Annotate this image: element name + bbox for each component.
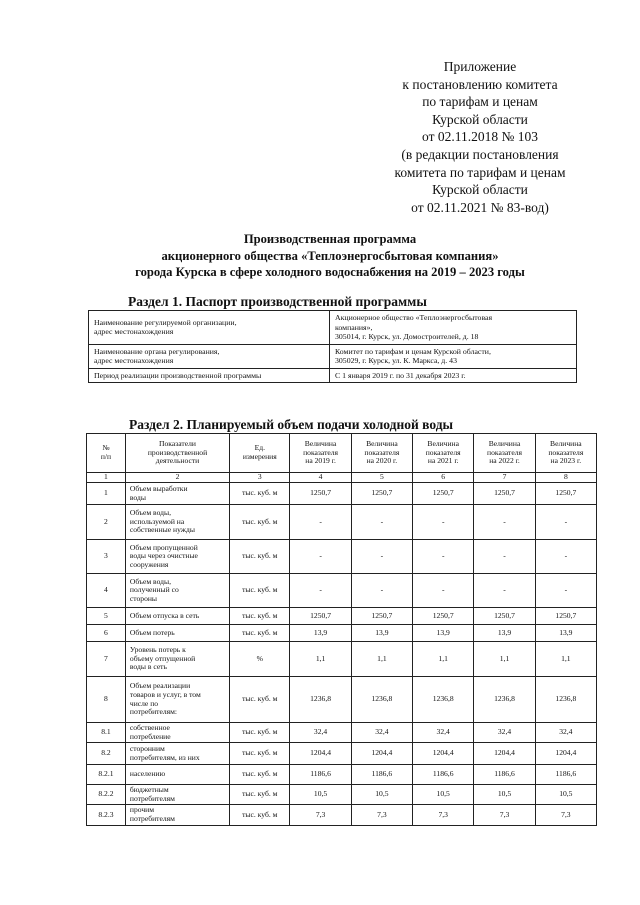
row-value: - [290, 540, 351, 574]
column-number-row [87, 473, 597, 483]
row-indicator-text: воды в сеть [129, 662, 167, 672]
row-number: 2 [87, 505, 126, 540]
passport-value-text: Комитет по тарифам и ценам Курской области, [335, 346, 491, 356]
row-value: 1236,8 [474, 677, 535, 723]
column-header-text: Величина [366, 439, 398, 449]
column-header-text: на 2023 г. [550, 456, 582, 466]
row-value: 1236,8 [535, 677, 596, 723]
row-number: 7 [87, 642, 126, 677]
column-number: 6 [413, 473, 474, 483]
row-number: 8.2.2 [87, 785, 126, 805]
column-header-text: на 2019 г. [305, 456, 336, 466]
title-line: города Курска в сфере холодного водоснабжения на 2019 – 2023 годы [135, 265, 525, 279]
appendix-line: от 02.11.2018 № 103 [422, 129, 538, 145]
row-value: - [351, 574, 412, 608]
row-value: - [474, 505, 535, 540]
row-indicator [125, 642, 229, 677]
column-header [290, 434, 351, 473]
row-unit: тыс. куб. м [230, 743, 290, 765]
column-header [413, 434, 474, 473]
passport-value-text: С 1 января 2019 г. по 31 декабря 2023 г. [335, 370, 466, 380]
row-value: 1186,6 [413, 765, 474, 785]
row-indicator [125, 625, 229, 642]
passport-table [88, 310, 577, 383]
row-indicator-text: объему отпущенной [129, 653, 196, 663]
column-header-text: показателя [425, 447, 461, 457]
row-indicator-text: воды [129, 492, 146, 502]
row-indicator-text: потребителям [129, 793, 175, 803]
passport-value [330, 344, 577, 368]
row-value: 1186,6 [474, 765, 535, 785]
row-value: - [474, 540, 535, 574]
row-number: 4 [87, 574, 126, 608]
table-row [87, 625, 597, 642]
row-indicator-text: Объем воды, [129, 508, 172, 518]
row-unit: тыс. куб. м [230, 625, 290, 642]
row-indicator [125, 608, 229, 625]
passport-label-text: адрес местонахождения [94, 327, 174, 337]
row-value: 1250,7 [290, 483, 351, 505]
passport-label-text: Наименование органа регулирования, [94, 346, 220, 356]
table-row [87, 723, 597, 743]
appendix-line: к постановлению комитета [402, 76, 558, 92]
row-value: 13,9 [290, 625, 351, 642]
column-header [87, 434, 126, 473]
row-indicator [125, 574, 229, 608]
row-indicator-text: бюджетным [129, 785, 169, 795]
row-unit: тыс. куб. м [230, 677, 290, 723]
row-value: 1,1 [535, 642, 596, 677]
row-value: - [474, 574, 535, 608]
row-value: 32,4 [535, 723, 596, 743]
row-value: - [351, 540, 412, 574]
table-row [87, 805, 597, 825]
row-unit: тыс. куб. м [230, 505, 290, 540]
passport-value [330, 368, 577, 383]
passport-row [89, 311, 577, 345]
column-header-text: деятельности [155, 456, 200, 466]
column-header-text: на 2020 г. [366, 456, 398, 466]
row-indicator [125, 785, 229, 805]
row-value: 1250,7 [413, 608, 474, 625]
row-value: - [535, 540, 596, 574]
column-header-text: на 2021 г. [427, 456, 459, 466]
row-value: - [535, 505, 596, 540]
row-value: 1250,7 [474, 483, 535, 505]
table-row [87, 505, 597, 540]
row-value: 32,4 [474, 723, 535, 743]
row-indicator-text: стороны [129, 593, 158, 603]
row-unit: тыс. куб. м [230, 574, 290, 608]
column-header [474, 434, 535, 473]
row-value: 7,3 [290, 805, 351, 825]
row-number: 8 [87, 677, 126, 723]
row-value: - [290, 574, 351, 608]
row-indicator-text: сторонним [129, 744, 165, 754]
row-indicator-text: Объем пропущенной [129, 542, 198, 552]
column-header-text: показателя [303, 447, 339, 457]
appendix-line: Курской области [432, 111, 528, 127]
row-value: 1204,4 [351, 743, 412, 765]
row-value: 1250,7 [474, 608, 535, 625]
row-value: 7,3 [351, 805, 412, 825]
row-indicator [125, 540, 229, 574]
appendix-line: от 02.11.2021 № 83-вод) [411, 199, 549, 215]
row-indicator-text: Объем потерь [129, 627, 175, 637]
column-header-text: п/п [100, 452, 112, 461]
row-indicator-text: потребителям, из них [129, 752, 200, 762]
row-indicator-text: Объем выработки [129, 483, 188, 493]
title-line: Производственная программа [243, 232, 417, 246]
row-value: 1186,6 [535, 765, 596, 785]
row-value: 1204,4 [290, 743, 351, 765]
row-value: 1204,4 [474, 743, 535, 765]
row-number: 6 [87, 625, 126, 642]
row-unit: тыс. куб. м [230, 608, 290, 625]
row-value: 10,5 [535, 785, 596, 805]
passport-row [89, 368, 577, 383]
passport-value [330, 311, 577, 345]
column-header-text: показателя [487, 447, 522, 457]
appendix-line: Курской области [432, 182, 528, 198]
table-row [87, 483, 597, 505]
row-value: - [413, 505, 474, 540]
row-value: 1186,6 [351, 765, 412, 785]
row-number: 3 [87, 540, 126, 574]
row-value: 1,1 [290, 642, 351, 677]
column-number: 1 [87, 473, 126, 483]
table-row [87, 540, 597, 574]
column-number: 2 [125, 473, 229, 483]
row-indicator-text: потребление [129, 731, 171, 741]
row-unit: тыс. куб. м [230, 540, 290, 574]
water-volume-table [86, 433, 597, 826]
appendix-note [360, 58, 600, 216]
row-number: 5 [87, 608, 126, 625]
passport-value-text: Акционерное общество «Теплоэнергосбытовая [335, 313, 493, 322]
row-unit: тыс. куб. м [230, 805, 290, 825]
row-value: 10,5 [474, 785, 535, 805]
row-value: 7,3 [413, 805, 474, 825]
row-value: 1186,6 [290, 765, 351, 785]
row-value: - [535, 574, 596, 608]
row-value: 10,5 [413, 785, 474, 805]
column-header-text: производственной [147, 447, 208, 457]
column-number: 5 [351, 473, 412, 483]
row-indicator-text: воды через очистные [129, 551, 198, 561]
row-value: 1236,8 [413, 677, 474, 723]
row-value: 1250,7 [535, 483, 596, 505]
row-unit: тыс. куб. м [230, 483, 290, 505]
row-indicator-text: прочим [129, 805, 155, 815]
table-row [87, 765, 597, 785]
row-value: - [290, 505, 351, 540]
row-number: 8.2.3 [87, 805, 126, 825]
row-indicator-text: собственные нужды [129, 525, 195, 535]
row-value: 1236,8 [290, 677, 351, 723]
row-number: 1 [87, 483, 126, 505]
row-value: 1236,8 [351, 677, 412, 723]
row-value: 1250,7 [290, 608, 351, 625]
row-value: 1204,4 [535, 743, 596, 765]
title-line: акционерного общества «Теплоэнергосбытовая компания» [161, 248, 499, 263]
column-header-text: на 2022 г. [489, 456, 520, 466]
passport-label [89, 311, 330, 345]
passport-label [89, 344, 330, 368]
row-indicator [125, 765, 229, 785]
row-value: 13,9 [351, 625, 412, 642]
row-number: 8.1 [87, 723, 126, 743]
row-value: 1250,7 [351, 608, 412, 625]
section1-title: Раздел 1. Паспорт производственной программы [128, 294, 427, 309]
column-header-text: показателя [548, 447, 584, 457]
row-value: 13,9 [413, 625, 474, 642]
row-value: - [413, 574, 474, 608]
passport-row [89, 344, 577, 368]
row-indicator-text: Объем реализации [129, 681, 191, 691]
column-header-text: показателя [364, 447, 400, 457]
table-header-row [87, 434, 597, 473]
appendix-line: Приложение [443, 59, 517, 74]
column-header-text: Величина [550, 439, 582, 449]
row-value: - [351, 505, 412, 540]
column-header-text: № [102, 443, 110, 453]
row-indicator-text: Объем отпуска в сеть [129, 610, 200, 620]
passport-value-text: компания», [335, 322, 373, 332]
row-value: 13,9 [535, 625, 596, 642]
row-unit: тыс. куб. м [230, 765, 290, 785]
passport-label-text: Период реализации производственной программы [94, 370, 262, 380]
passport-label-text: адрес местонахождения [94, 356, 174, 365]
row-indicator [125, 677, 229, 723]
column-number: 8 [535, 473, 596, 483]
column-number: 4 [290, 473, 351, 483]
row-indicator-text: Уровень потерь к [129, 645, 186, 655]
row-indicator-text: Объем воды, [129, 576, 172, 586]
row-value: 1250,7 [351, 483, 412, 505]
column-header [125, 434, 229, 473]
row-value: 32,4 [351, 723, 412, 743]
row-unit: тыс. куб. м [230, 785, 290, 805]
appendix-line: по тарифам и ценам [422, 94, 538, 110]
row-unit: тыс. куб. м [230, 723, 290, 743]
appendix-line: комитета по тарифам и ценам [394, 164, 566, 180]
table-row [87, 785, 597, 805]
column-header-text: Величина [488, 439, 521, 449]
table-row [87, 743, 597, 765]
row-value: 1250,7 [413, 483, 474, 505]
section2-title: Раздел 2. Планируемый объем подачи холодной воды [129, 417, 454, 432]
column-header-text: Величина [304, 439, 337, 449]
row-indicator-text: сооружения [129, 559, 169, 569]
column-header [351, 434, 412, 473]
row-indicator-text: используемой на [129, 516, 185, 526]
row-indicator-text: собственное [129, 723, 170, 732]
passport-label-text: Наименование регулируемой организации, [94, 317, 237, 327]
column-header-text: измерения [242, 452, 277, 461]
column-header-text: Величина [427, 439, 459, 449]
row-number: 8.2 [87, 743, 126, 765]
column-number: 3 [230, 473, 290, 483]
row-indicator-text: полученный со [129, 585, 179, 595]
row-value: 32,4 [413, 723, 474, 743]
row-indicator [125, 723, 229, 743]
row-value: 7,3 [535, 805, 596, 825]
row-indicator [125, 483, 229, 505]
table-row [87, 642, 597, 677]
column-header-text: Показатели [159, 439, 196, 449]
column-header [230, 434, 290, 473]
row-value: 1,1 [413, 642, 474, 677]
column-header-text: Ед. [254, 443, 265, 453]
row-value: 10,5 [290, 785, 351, 805]
row-indicator-text: потребителям: [129, 707, 178, 717]
row-unit: % [230, 642, 290, 677]
column-number: 7 [474, 473, 535, 483]
table-row [87, 608, 597, 625]
appendix-line: (в редакции постановления [401, 146, 559, 162]
row-value: 13,9 [474, 625, 535, 642]
column-header [535, 434, 596, 473]
passport-value-text: 305029, г. Курск, ул. К. Маркса, д. 43 [335, 356, 457, 365]
row-value: 32,4 [290, 723, 351, 743]
row-value: 7,3 [474, 805, 535, 825]
row-indicator-text: населению [129, 769, 166, 779]
table-row [87, 677, 597, 723]
row-indicator-text: числе по [129, 698, 159, 708]
row-value: - [413, 540, 474, 574]
row-indicator-text: товаров и услуг, в том [129, 689, 201, 699]
row-value: 1204,4 [413, 743, 474, 765]
row-number: 8.2.1 [87, 765, 126, 785]
row-value: 1,1 [351, 642, 412, 677]
passport-label [89, 368, 330, 383]
row-indicator [125, 505, 229, 540]
passport-value-text: 305014, г. Курск, ул. Домостроителей, д. 18 [335, 332, 479, 341]
row-value: 1,1 [474, 642, 535, 677]
row-value: 1250,7 [535, 608, 596, 625]
row-indicator-text: потребителям [129, 813, 175, 823]
row-value: 10,5 [351, 785, 412, 805]
table-row [87, 574, 597, 608]
row-indicator [125, 805, 229, 825]
row-indicator [125, 743, 229, 765]
document-title [80, 231, 580, 281]
